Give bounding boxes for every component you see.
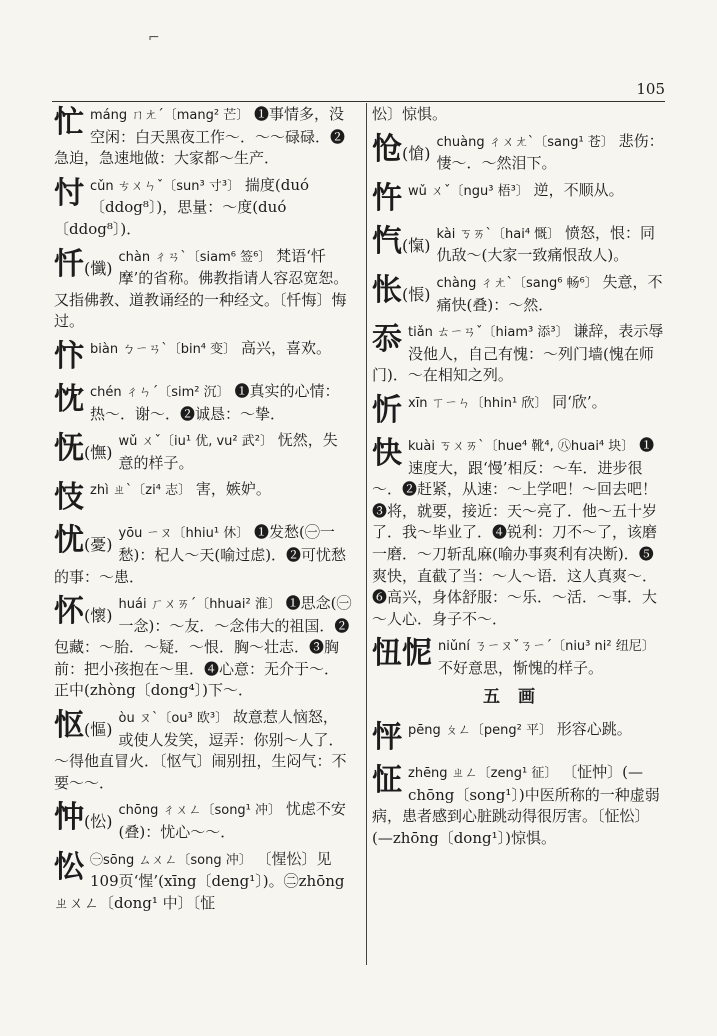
headword: 忸怩 — [372, 636, 432, 672]
pronunciation: pēng ㄆㄥ〔peng² 平〕 — [408, 723, 552, 739]
definition: 不好意思，惭愧的样子。 — [438, 658, 604, 677]
headword: 忡(忪) — [54, 800, 113, 836]
dictionary-entry — [372, 719, 664, 757]
pronunciation: chàng ㄔㄤˋ〔sang⁶ 畅⁶〕 — [436, 275, 598, 291]
headword: 怅(悵) — [372, 272, 431, 308]
pronunciation: chàn ㄔㄢˋ〔siam⁶ 签⁶〕 — [118, 249, 272, 265]
headword: 忮 — [54, 480, 84, 516]
headword: 怆(愴) — [372, 131, 431, 167]
pronunciation: biàn ㄅㄧㄢˋ〔bin⁴ 变〕 — [90, 341, 237, 357]
dictionary-entry — [372, 635, 664, 679]
headword: 忱 — [54, 381, 84, 417]
dictionary-entry — [372, 392, 664, 430]
left-column — [54, 104, 352, 919]
definition: 失意，不痛快(叠)：～然． — [436, 272, 663, 314]
dictionary-entry — [54, 799, 352, 843]
pronunciation: chuàng ㄔㄨㄤˋ〔sang¹ 苍〕 — [436, 134, 614, 150]
corner-mark: ⌐ — [148, 30, 160, 46]
pronunciation: òu ㄡˋ〔ou³ 欧³〕 — [118, 711, 229, 727]
right-column — [372, 104, 664, 854]
definition: 揣度(duó〔ddog⁸〕)，思量：～度(duó〔ddog⁸〕)． — [54, 175, 310, 238]
pronunciation: zhì ㄓˋ〔zi⁴ 志〕 — [90, 483, 192, 499]
definition: 形容心跳。 — [556, 720, 632, 739]
pronunciation: cǔn ㄘㄨㄣˇ〔sun³ 寸³〕 — [90, 178, 241, 194]
definition: 故意惹人恼怒，或使人发笑，逗弄：你别～人了．～得他直冒火．〔怄气〕闹别扭，生闷气：不要～～． — [54, 708, 347, 792]
dictionary-entry — [54, 338, 352, 376]
dictionary-entry — [372, 762, 664, 849]
pronunciation: wǔ ㄨˇ〔iu¹ 优, vu² 武²〕 — [118, 434, 273, 450]
dictionary-entry — [54, 104, 352, 170]
dictionary-entry — [54, 175, 352, 241]
headword: 忧(憂) — [54, 523, 113, 559]
headword: 怃(憮) — [54, 431, 113, 467]
column-divider — [366, 103, 367, 965]
pronunciation: zhēng ㄓㄥ〔zeng¹ 征〕 — [408, 766, 558, 782]
dictionary-entry — [54, 479, 352, 517]
pronunciation: xīn ㄒㄧㄣ〔hhin¹ 欣〕 — [408, 395, 548, 411]
definition: ❶事情多，没空闲：白天黑夜工作～．～～碌碌．❷急迫，急速地做：大家都～生产． — [54, 105, 346, 168]
pronunciation: niǔní ㄋㄧㄡˇㄋㄧˊ〔niu³ ni² 纽尼〕 — [438, 639, 655, 655]
dictionary-entry — [372, 223, 664, 267]
definition: ❶思念(㊀一念)：～友．～念伟大的祖国．❷包藏：～胎．～疑．～恨．胸～壮志．❸胸前：把小孩抱在～里．❹心意：无介于～．正中(zhòng〔dong⁴〕)下～． — [54, 594, 352, 700]
pronunciation: tiǎn ㄊㄧㄢˇ〔hiam³ 添³〕 — [408, 325, 569, 341]
dictionary-entry — [54, 430, 352, 474]
dictionary-entry — [372, 180, 664, 218]
dictionary-entry-continued — [372, 104, 664, 126]
headword: 忪 — [54, 849, 84, 885]
pronunciation: chén ㄔㄣˊ〔sim² 沉〕 — [90, 384, 230, 400]
headword: 忏(懺) — [54, 246, 113, 282]
pronunciation: máng ㄇㄤˊ〔mang² 芒〕 — [90, 108, 250, 123]
definition: 悲伤：悽～．～然泪下。 — [436, 131, 664, 173]
headword: 快 — [372, 435, 402, 471]
dictionary-entry — [372, 435, 664, 630]
headword: 忭 — [54, 338, 84, 374]
header-rule — [52, 101, 665, 102]
dictionary-entry — [54, 381, 352, 425]
pronunciation: chōng ㄔㄨㄥ〔song¹ 冲〕 — [118, 803, 282, 819]
definition: ❶速度大，跟‘慢’相反：～车．进步很～．❷赶紧，从速：～上学吧！～回去吧！❸将，就要，接近：天～亮了．他～五十岁了．我～毕业了．❹锐利：刀不～了，该磨一磨．～刀斩乱麻(喻办事爽利有决断)．❺爽快，直截了当：～人～语．这人真爽～．❻高兴，身体舒服：～乐．～活．～事．大～人心．身子不～． — [372, 435, 658, 628]
dictionary-entry — [372, 321, 664, 387]
definition: 忧虑不安(叠)：忧心～～． — [118, 800, 346, 842]
headword: 忖 — [54, 175, 84, 211]
headword: 忻 — [372, 392, 402, 428]
pronunciation: wǔ ㄨˇ〔ngu³ 梧³〕 — [408, 183, 529, 199]
definition: 〔惺忪〕见109页‘惺’(xīng〔deng¹〕)。㊁zhōng ㄓㄨㄥ〔dong¹ 中〕〔怔 — [54, 849, 345, 912]
page-number: 105 — [636, 80, 665, 98]
pronunciation: ㊀sōng ㄙㄨㄥ〔song 冲〕 — [90, 852, 252, 868]
definition: ❶发愁(㊀一愁)：杞人～天(喻过虑)．❷可忧愁的事：～患． — [54, 523, 347, 586]
definition: 谦辞，表示辱没他人，自己有愧：～列门墙(愧在师门)．～在相知之列。 — [372, 322, 664, 385]
dictionary-entry — [54, 246, 352, 333]
headword: 怀(懷) — [54, 594, 113, 630]
headword: 怄(慪) — [54, 708, 113, 744]
definition: 怃然，失意的样子。 — [118, 431, 338, 472]
pronunciation: kuài ㄎㄨㄞˋ〔hue⁴ 靴⁴, ㊇huai⁴ 块〕 — [408, 438, 635, 454]
dictionary-entry — [372, 272, 664, 316]
definition: 梵语‘忏摩’的省称。佛教指请人容忍宽恕。又指佛教、道教诵经的一种经文。〔忏悔〕悔过。 — [54, 246, 349, 331]
headword: 怦 — [372, 720, 402, 756]
pronunciation: huái ㄏㄨㄞˊ〔hhuai² 淮〕 — [118, 597, 281, 613]
definition: 忪〕惊惧。 — [372, 105, 448, 123]
dictionary-entry — [54, 522, 352, 588]
headword: 忙 — [54, 105, 84, 140]
definition: 高兴，喜欢。 — [240, 338, 331, 357]
definition: ❶真实的心情：热～．谢～．❷诚恳：～挚． — [90, 381, 340, 423]
definition: 同‘欣’。 — [552, 392, 607, 411]
dictionary-entry — [54, 707, 352, 794]
definition: 〔怔忡〕(—chōng〔song¹〕)中医所称的一种虚弱病，患者感到心脏跳动得很厉害。〔怔忪〕(—zhōng〔dong¹〕)惊惧。 — [372, 763, 660, 847]
definition: 逆，不顺从。 — [533, 180, 624, 199]
pronunciation: yōu ㄧㄡ〔hhiu¹ 休〕 — [118, 526, 250, 542]
section-heading: 五画 — [483, 687, 553, 708]
headword: 忝 — [372, 322, 402, 358]
definition: 愤怒，恨：同仇敌～(大家一致痛恨敌人)。 — [436, 223, 655, 265]
pronunciation: kài ㄎㄞˋ〔hai⁴ 慨〕 — [436, 226, 561, 242]
headword: 忾(愾) — [372, 223, 431, 259]
definition: 害，嫉妒。 — [195, 480, 271, 499]
dictionary-entry — [54, 593, 352, 702]
dictionary-entry — [54, 849, 352, 915]
dictionary-entry — [372, 131, 664, 175]
headword: 怔 — [372, 763, 402, 799]
headword: 忤 — [372, 180, 402, 216]
